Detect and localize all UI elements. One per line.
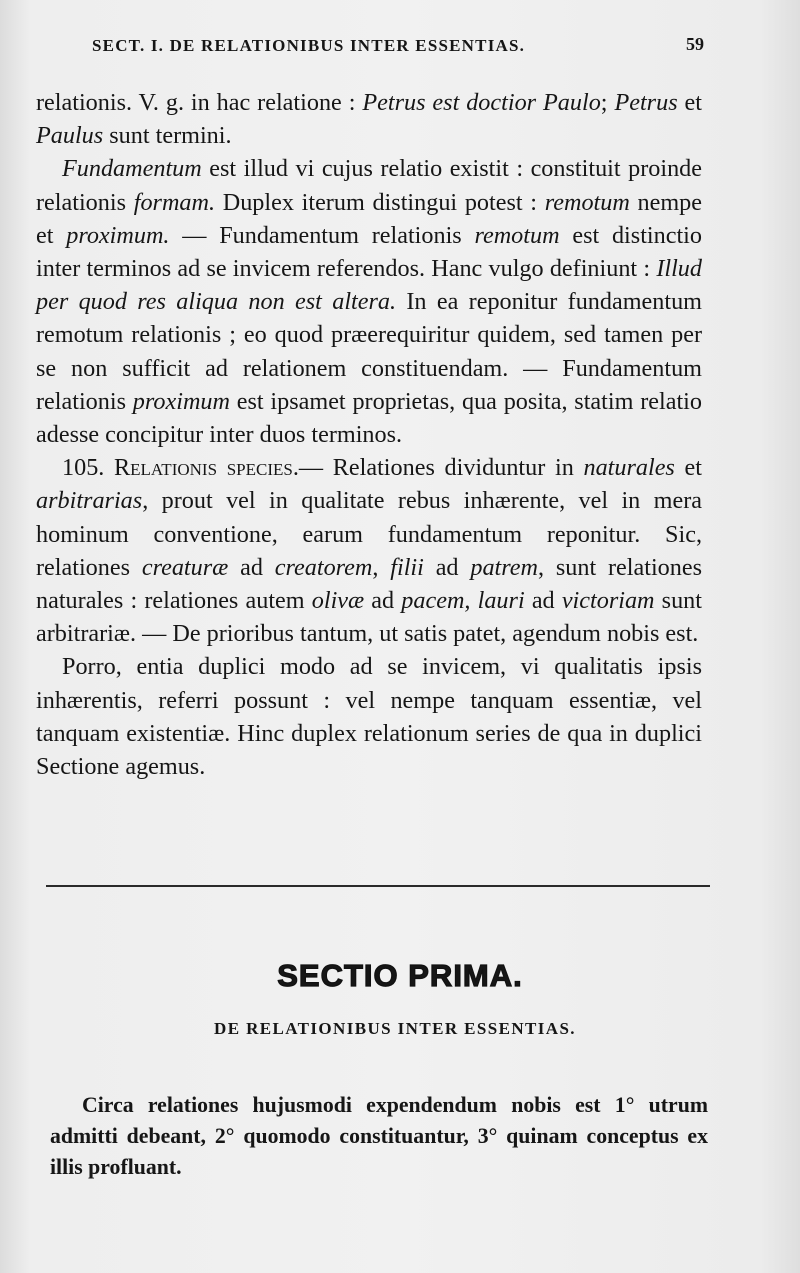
paragraph-heading: Relationis species. — [114, 454, 299, 482]
text-run: , sunt relationes naturales : relationes autem — [36, 553, 703, 615]
text-run: ad — [364, 587, 402, 615]
text-run: est distinctio inter terminos ad se invicem referendos. Hanc vulgo definiunt : — [36, 221, 702, 283]
italic-run: Petrus est doctior Paulo — [362, 89, 601, 116]
text-run: et — [677, 89, 702, 116]
text-run: , prout vel in qualitate rebus inhærente, vel in mera hominum conventione, earum fundamentum reponitur. Sic, relationes — [36, 487, 702, 581]
text-run: , — [372, 553, 391, 581]
italic-run: victoriam — [561, 587, 655, 615]
italic-run: creaturæ — [141, 553, 229, 581]
text-run: In ea reponitur fundamentum remotum relationis ; eo quod præerequiritur quidem, sed tamen per se non sufficit ad relationem constituendam. — Fundamentum relationis — [36, 288, 702, 415]
italic-run: Petrus — [614, 89, 678, 116]
section-intro — [50, 1090, 708, 1183]
paragraph-1 — [36, 86, 702, 152]
text-run: et — [674, 454, 702, 482]
paragraph-number: 105. — [62, 454, 105, 482]
italic-run: creatorem — [274, 553, 373, 581]
text-run: — Relationes dividuntur in — [298, 454, 584, 482]
italic-run: proximum. — [66, 221, 170, 249]
page-number: 59 — [686, 34, 704, 54]
text-run: sunt termini. — [103, 122, 232, 150]
text-run: sunt arbitrariæ. — De prioribus tantum, ut satis patet, agendum nobis est. — [36, 587, 702, 648]
italic-run: olivæ — [311, 587, 365, 615]
intro-paragraph: Circa relationes hujusmodi expendendum nobis est 1° utrum admitti debeant, 2° quomodo constituantur, 3° quinam conceptus ex illis profluant. — [50, 1093, 708, 1179]
text-run: ad — [524, 587, 562, 615]
italic-run: patrem — [470, 553, 538, 581]
italic-run: remotum — [474, 221, 560, 249]
text-run: nempe et — [36, 188, 702, 249]
italic-run: Illud per quod res aliqua non est altera. — [36, 255, 702, 316]
main-text — [36, 86, 702, 783]
paragraph-3 — [36, 451, 702, 650]
italic-run: arbitrarias — [36, 487, 143, 515]
text-run: est illud vi cujus relatio existit : constituit proinde relationis — [36, 155, 702, 216]
italic-run: remotum — [544, 188, 630, 216]
section-divider — [46, 885, 710, 887]
section-title: SECTIO PRIMA. — [277, 958, 523, 993]
italic-run: proximum — [132, 387, 230, 415]
paragraph-2 — [36, 152, 702, 451]
italic-run: formam. — [133, 188, 216, 216]
italic-run: Paulus — [36, 122, 104, 150]
text-run: ; — [600, 89, 615, 116]
text-run: Duplex iterum distingui potest : — [215, 188, 545, 216]
text-run: ad — [228, 553, 275, 581]
text-run: est ipsamet proprietas, qua posita, statim relatio adesse concipitur inter duos terminos. — [36, 387, 702, 449]
section-subtitle: DE RELATIONIBUS INTER ESSENTIAS. — [214, 1019, 576, 1038]
italic-run: naturales — [583, 454, 675, 482]
paragraph-4: Porro, entia duplici modo ad se invicem, vi qualitatis ipsis inhærentis, referri possunt : vel nempe tanquam essentiæ, vel tanquam existentiæ. Hinc duplex relationum series de qua in duplici Sectione agemus. — [36, 653, 702, 781]
text-run: relationis. V. g. in hac relatione : — [36, 89, 363, 116]
text-run: ad — [423, 553, 471, 581]
running-head: SECT. I. DE RELATIONIBUS INTER ESSENTIAS. — [92, 36, 526, 55]
italic-run: pacem, lauri — [401, 587, 525, 615]
text-run: — Fundamentum relationis — [169, 221, 475, 249]
page-header — [92, 32, 704, 62]
italic-run: filii — [390, 553, 424, 581]
italic-run: Fundamentum — [62, 155, 202, 183]
